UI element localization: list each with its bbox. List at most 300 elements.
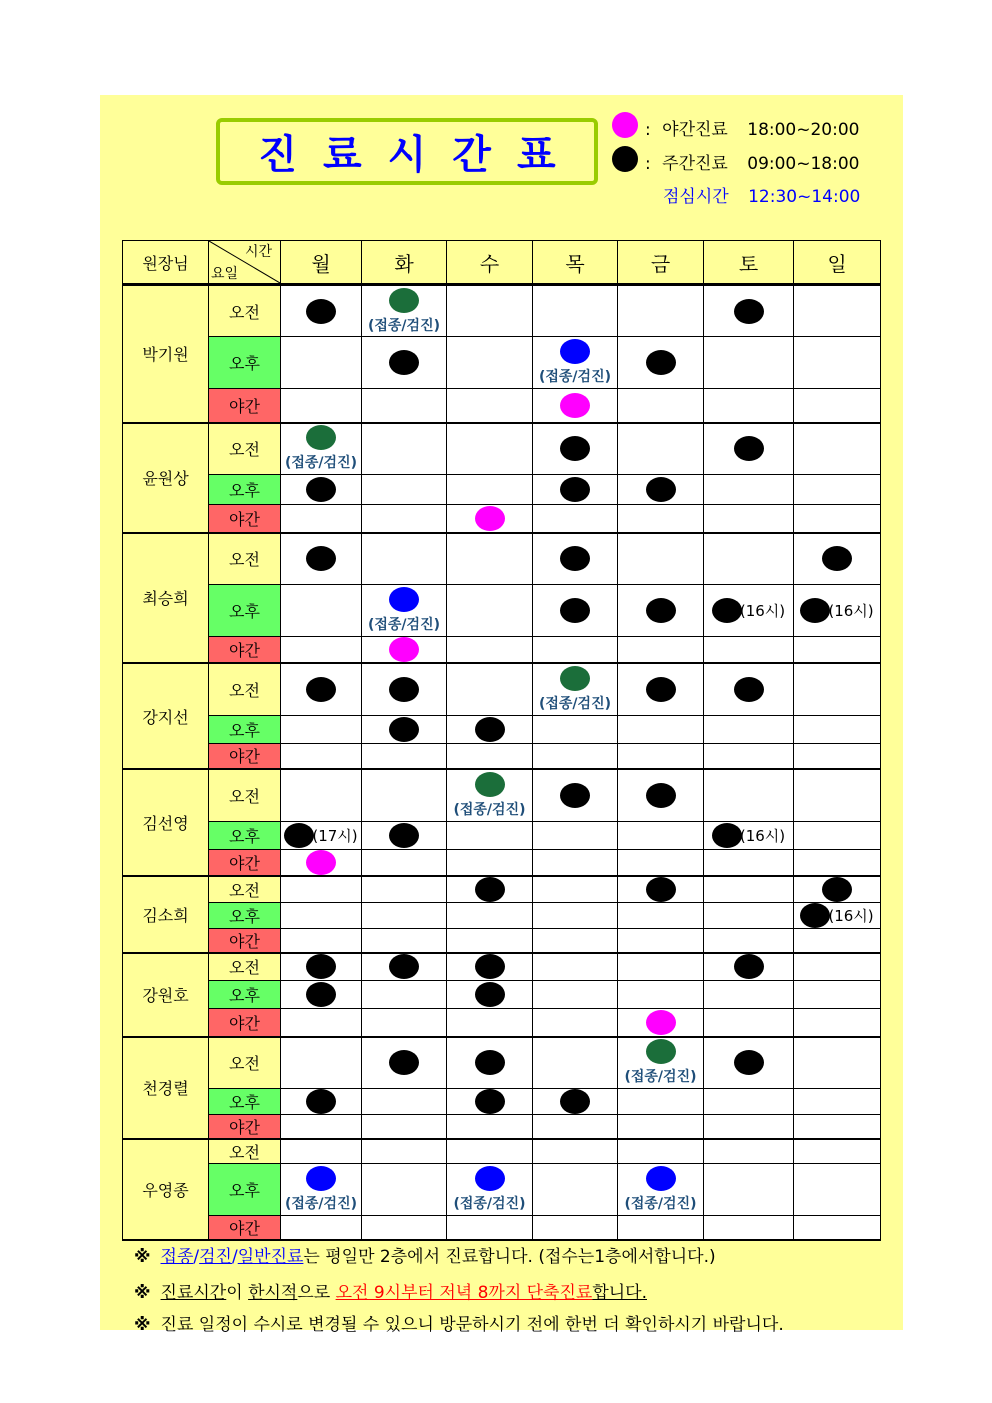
slot-thu [533,902,618,928]
slot-fri [618,1216,704,1241]
slot-sat [704,1139,794,1164]
slot-marker [794,877,880,902]
day-legend-time: 09:00~18:00 [747,154,860,174]
slot-marker [447,1089,532,1114]
period-label: 오전 [209,769,281,821]
slot-fri [618,1139,704,1164]
slot-marker [704,598,793,623]
slot-fri [618,337,704,389]
night-clinic-dot [389,637,419,662]
slot-sat [704,715,794,743]
slot-wed [447,821,533,849]
vaccine-checkup-note: (접종/검진) [284,1196,357,1212]
slot-sun [794,1216,881,1241]
slot-marker [618,877,703,902]
schedule-row [123,1216,881,1241]
slot-marker [281,546,361,571]
slot-marker [794,598,880,623]
day-clinic-dot [560,436,590,461]
slot-fri [618,953,704,981]
vaccine-checkup-dot [475,772,505,797]
slot-wed [447,663,533,715]
slot-thu [533,475,618,505]
night-clinic-dot [560,393,590,418]
doctor-name: 강원호 [123,953,209,1037]
slot-sun [794,1164,881,1216]
doctor-group [123,876,881,953]
period-label: 야간 [209,389,281,423]
slot-mon [281,769,362,821]
night-legend-dot [612,112,638,138]
vaccine-checkup-dot [646,1039,676,1064]
slot-thu [533,953,618,981]
slot-marker [704,823,793,848]
footer-line-2-b: 이 [226,1283,249,1303]
slot-wed [447,876,533,903]
slot-sat [704,337,794,389]
time-header: 시간 [244,244,272,260]
day-clinic-dot [306,299,336,324]
note-mark: ※ [134,1247,151,1267]
schedule-row [123,953,881,981]
night-legend-colon: : [645,120,651,140]
slot-wed [447,475,533,505]
day-legend-label: 주간진료 [662,154,728,174]
slot-tue [362,1037,447,1089]
slot-tue [362,743,447,769]
day-clinic-dot [712,823,742,848]
day-clinic-dot [475,1050,505,1075]
schedule-row [123,769,881,821]
doctor-group [123,1037,881,1140]
slot-thu [533,533,618,585]
schedule-row [123,585,881,637]
vaccine-checkup-note: (접종/검진) [453,1196,526,1212]
day-clinic-dot [389,954,419,979]
slot-mon [281,1115,362,1140]
slot-fri [618,902,704,928]
slot-sat [704,285,794,337]
slot-marker [281,823,361,848]
slot-thu [533,849,618,876]
slot-marker [281,982,361,1007]
slot-wed [447,585,533,637]
day-clinic-dot [646,783,676,808]
vaccine-checkup-note: (접종/검진) [538,369,611,385]
slot-wed [447,981,533,1009]
title-box [216,118,598,185]
doctor-name: 천경렬 [123,1037,209,1140]
slot-wed [447,1139,533,1164]
day-clinic-dot [734,436,764,461]
slot-mon [281,533,362,585]
slot-mon [281,337,362,389]
night-clinic-dot [646,1010,676,1035]
period-label: 야간 [209,1115,281,1140]
slot-fri [618,637,704,664]
night-legend [645,115,859,140]
slot-sun [794,849,881,876]
slot-fri [618,928,704,953]
period-label: 야간 [209,1009,281,1037]
day-header-tue: 화 [362,241,447,285]
day-clinic-dot [306,982,336,1007]
day-clinic-dot [560,477,590,502]
slot-marker [618,350,703,375]
doctor-header: 원장님 [123,241,209,285]
slot-marker [618,1010,703,1035]
time-day-header [209,241,281,285]
slot-tue [362,849,447,876]
slot-marker [533,477,617,502]
slot-marker [281,954,361,979]
slot-sat [704,1164,794,1216]
vaccine-checkup-dot [306,425,336,450]
slot-sat [704,1009,794,1037]
slot-sun [794,423,881,475]
day-header-fri: 금 [618,241,704,285]
slot-sat [704,475,794,505]
closing-hour-note: (16시) [739,826,786,845]
slot-marker [447,506,532,531]
slot-fri [618,981,704,1009]
slot-thu [533,423,618,475]
slot-sat [704,849,794,876]
slot-sat [704,389,794,423]
slot-marker [533,546,617,571]
slot-marker [447,982,532,1007]
note-mark: ※ [134,1283,151,1303]
slot-sun [794,902,881,928]
slot-fri [618,585,704,637]
slot-sat [704,585,794,637]
slot-thu [533,663,618,715]
slot-sun [794,585,881,637]
period-label: 오전 [209,533,281,585]
slot-thu [533,505,618,533]
slot-tue [362,715,447,743]
slot-thu [533,821,618,849]
schedule-row [123,1164,881,1216]
slot-sun [794,1037,881,1089]
period-label: 오전 [209,285,281,337]
vaccine-checkup-note: (접종/검진) [367,317,440,334]
slot-tue [362,663,447,715]
day-clinic-dot [389,350,419,375]
slot-tue [362,981,447,1009]
lunch-label: 점심시간 [663,187,729,207]
doctor-name: 윤원상 [123,423,209,533]
slot-tue [362,928,447,953]
day-clinic-dot [712,598,742,623]
footer-vaccine: 접종 [160,1247,194,1267]
slot-sat [704,821,794,849]
slot-sat [704,663,794,715]
slot-marker [533,436,617,461]
footer-line-1-rest: 는 평일만 2층에서 진료합니다. (접수는1층에서합니다.) [303,1247,716,1267]
vaccine-checkup-dot [560,666,590,691]
slot-marker [362,587,446,634]
slot-mon [281,953,362,981]
slot-fri [618,1115,704,1140]
lunch-legend [663,182,860,207]
slot-sun [794,1009,881,1037]
day-clinic-dot [646,477,676,502]
slot-sat [704,981,794,1009]
day-clinic-dot [306,1089,336,1114]
schedule-row [123,505,881,533]
slot-sun [794,928,881,953]
vaccine-checkup-dot [475,1166,505,1191]
footer-line-2-e: 오전 9시부터 저녁 8까지 단축진료 [335,1283,593,1303]
day-clinic-dot [560,783,590,808]
slot-marker [794,903,880,928]
slot-sun [794,821,881,849]
schedule-row [123,902,881,928]
slot-fri [618,743,704,769]
day-clinic-dot [734,299,764,324]
slot-marker [447,717,532,742]
slot-sat [704,928,794,953]
slot-marker [281,425,361,472]
day-clinic-dot [284,823,314,848]
slot-fri [618,285,704,337]
slot-marker [533,598,617,623]
schedule-row [123,876,881,903]
page-title: 진료시간표 [258,132,582,178]
slot-marker [618,477,703,502]
slot-fri [618,475,704,505]
day-clinic-dot [734,1050,764,1075]
slot-marker [704,1050,793,1075]
schedule-table [122,240,881,1241]
slot-marker [362,954,446,979]
footer-line-2-a: 진료시간 [160,1283,227,1303]
footer-line-3 [134,1310,784,1335]
period-label: 야간 [209,637,281,664]
doctor-group [123,533,881,664]
slot-sat [704,1115,794,1140]
slot-marker [447,1166,532,1213]
schedule-row [123,1009,881,1037]
slot-marker [618,598,703,623]
slot-fri [618,505,704,533]
slot-thu [533,1037,618,1089]
slot-tue [362,876,447,903]
slot-mon [281,389,362,423]
slot-sat [704,533,794,585]
period-label: 오전 [209,953,281,981]
slot-tue [362,637,447,664]
slot-mon [281,1009,362,1037]
slot-thu [533,715,618,743]
slot-wed [447,902,533,928]
vaccine-checkup-dot [306,1166,336,1191]
slot-thu [533,876,618,903]
slot-wed [447,637,533,664]
slot-sun [794,1089,881,1115]
slot-sun [794,337,881,389]
slot-thu [533,1164,618,1216]
slot-mon [281,1164,362,1216]
slot-sun [794,663,881,715]
slot-wed [447,769,533,821]
slot-mon [281,585,362,637]
slot-marker [704,677,793,702]
slot-mon [281,1037,362,1089]
slot-marker [281,477,361,502]
period-label: 야간 [209,849,281,876]
footer-checkup: 검진 [199,1247,232,1267]
slot-marker [281,1166,361,1213]
slot-fri [618,849,704,876]
period-label: 오후 [209,1164,281,1216]
slot-tue [362,505,447,533]
slot-marker [618,1166,703,1213]
slot-wed [447,953,533,981]
slot-marker [447,954,532,979]
night-clinic-dot [475,506,505,531]
slot-mon [281,475,362,505]
slot-wed [447,337,533,389]
slot-sun [794,637,881,664]
slot-sun [794,876,881,903]
slot-sat [704,1037,794,1089]
slot-marker [281,850,361,875]
schedule-row [123,389,881,423]
day-clinic-dot [475,717,505,742]
slot-marker [533,783,617,808]
slot-mon [281,505,362,533]
closing-hour-note: (16시) [828,906,874,925]
day-clinic-dot [475,982,505,1007]
doctor-group [123,769,881,876]
slot-thu [533,1089,618,1115]
day-clinic-dot [306,546,336,571]
day-legend [645,149,859,174]
slot-sun [794,389,881,423]
schedule-row [123,849,881,876]
slot-wed [447,1009,533,1037]
doctor-group [123,423,881,533]
slot-sat [704,902,794,928]
schedule-row [123,533,881,585]
doctor-name: 우영종 [123,1139,209,1240]
schedule-row [123,821,881,849]
slot-marker [533,666,617,713]
slot-wed [447,928,533,953]
slot-fri [618,389,704,423]
slot-sun [794,953,881,981]
day-clinic-dot [306,677,336,702]
vaccine-checkup-dot [646,1166,676,1191]
slot-marker [704,436,793,461]
slot-tue [362,821,447,849]
day-header-thu: 목 [533,241,618,285]
slot-sun [794,505,881,533]
day-clinic-dot [646,877,676,902]
slot-marker [618,1039,703,1086]
slot-wed [447,423,533,475]
period-label: 야간 [209,928,281,953]
vaccine-checkup-note: (접종/검진) [538,695,611,712]
slot-sun [794,715,881,743]
slot-mon [281,849,362,876]
slot-thu [533,1139,618,1164]
slot-fri [618,769,704,821]
schedule-row [123,981,881,1009]
day-clinic-dot [389,823,419,848]
slot-fri [618,423,704,475]
closing-hour-note: (16시) [828,602,874,620]
schedule-sheet [100,95,903,1335]
slot-thu [533,337,618,389]
slot-sat [704,1089,794,1115]
period-label: 오후 [209,981,281,1009]
slot-wed [447,1037,533,1089]
doctor-name: 김선영 [123,769,209,876]
slot-wed [447,533,533,585]
slot-marker [281,677,361,702]
schedule-row [123,337,881,389]
vaccine-checkup-note: (접종/검진) [624,1069,697,1086]
slot-sun [794,1139,881,1164]
slot-marker [447,772,532,819]
day-clinic-dot [306,477,336,502]
footer-line-2-f: 합니다. [592,1283,647,1303]
schedule-row [123,1089,881,1115]
slot-fri [618,1164,704,1216]
period-label: 오전 [209,663,281,715]
footer-slash-1: / [193,1247,200,1267]
slot-mon [281,715,362,743]
day-clinic-dot [734,677,764,702]
slot-thu [533,769,618,821]
slot-tue [362,585,447,637]
schedule-row [123,1139,881,1164]
schedule-row [123,663,881,715]
slot-tue [362,475,447,505]
period-label: 오전 [209,423,281,475]
day-header: 요일 [211,266,239,282]
schedule-row [123,715,881,743]
night-clinic-dot [306,850,336,875]
slot-tue [362,1115,447,1140]
slot-thu [533,389,618,423]
period-label: 야간 [209,743,281,769]
slot-mon [281,902,362,928]
slot-wed [447,1089,533,1115]
slot-tue [362,1216,447,1241]
slot-tue [362,389,447,423]
vaccine-checkup-note: (접종/검진) [624,1196,697,1212]
slot-mon [281,743,362,769]
slot-sat [704,743,794,769]
slot-marker [362,350,446,375]
slot-tue [362,337,447,389]
slot-sun [794,981,881,1009]
day-header-wed: 수 [447,241,533,285]
footer-line-2-d: 으로 [297,1283,336,1303]
slot-mon [281,876,362,903]
slot-marker [362,637,446,662]
period-label: 야간 [209,505,281,533]
footer-line-2 [134,1278,647,1303]
day-clinic-dot [389,717,419,742]
schedule-row [123,1037,881,1089]
night-legend-time: 18:00~20:00 [747,120,860,140]
slot-fri [618,876,704,903]
